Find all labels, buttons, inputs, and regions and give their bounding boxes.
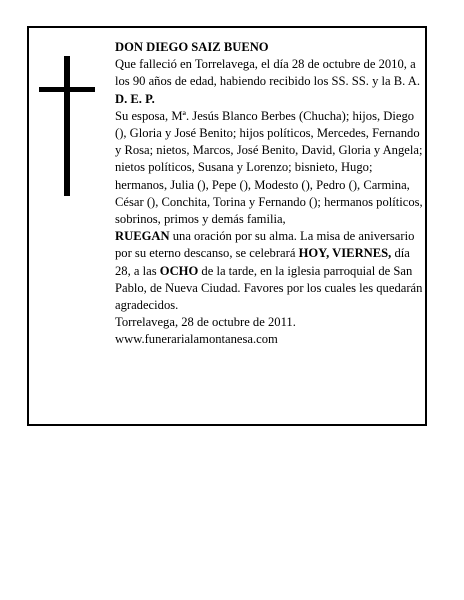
family-list: Su esposa, Mª. Jesús Blanco Berbes (Chucha); hijos, Diego (), Gloria y José Benito; hijos políticos, Mercedes, Fernando y Rosa; nietos, Marcos, José Benito, David, Gloria y Angela; nietos políticos, Susana y Lorenzo; bisnieto, Hugo; hermanos, Julia (), Pepe (), Modesto (), Pedro (), Carmina, César (), Conchita, Torina y Fernando (); hermanos políticos, sobrinos, primos y demás familia, xyxy=(115,108,423,227)
hoy-viernes-label: HOY, VIERNES, xyxy=(298,246,392,261)
death-details: Que falleció en Torrelavega, el día 28 de octubre de 2010, a los 90 años de edad, habiendo recibido los SS. SS. y la B. A. xyxy=(115,57,421,89)
website-link: www.funerarialamontanesa.com xyxy=(115,332,278,347)
place-date: Torrelavega, 28 de octubre de 2011. xyxy=(115,315,296,330)
ruegan-text: una oración por su alma. La misa de aniversario por su eterno descanso, se celebrará xyxy=(115,229,415,261)
day-text: día 28, a las xyxy=(115,246,410,278)
hour-label: OCHO xyxy=(159,263,199,278)
deceased-name: DON DIEGO SAIZ BUENO xyxy=(115,40,269,54)
cross-horizontal-bar xyxy=(39,87,95,92)
obituary-notice xyxy=(27,26,427,426)
mass-announcement xyxy=(115,228,427,314)
church-text: de la tarde, en la iglesia parroquial de San Pablo, de Nueva Ciudad. Favores por los cuales les quedarán agradecidos. xyxy=(115,263,423,313)
notice-text xyxy=(115,39,427,349)
cross-icon xyxy=(39,56,95,196)
dep-heading: D. E. P. xyxy=(115,91,155,106)
ruegan-label: RUEGAN xyxy=(115,229,170,244)
cross-vertical-bar xyxy=(64,56,70,196)
